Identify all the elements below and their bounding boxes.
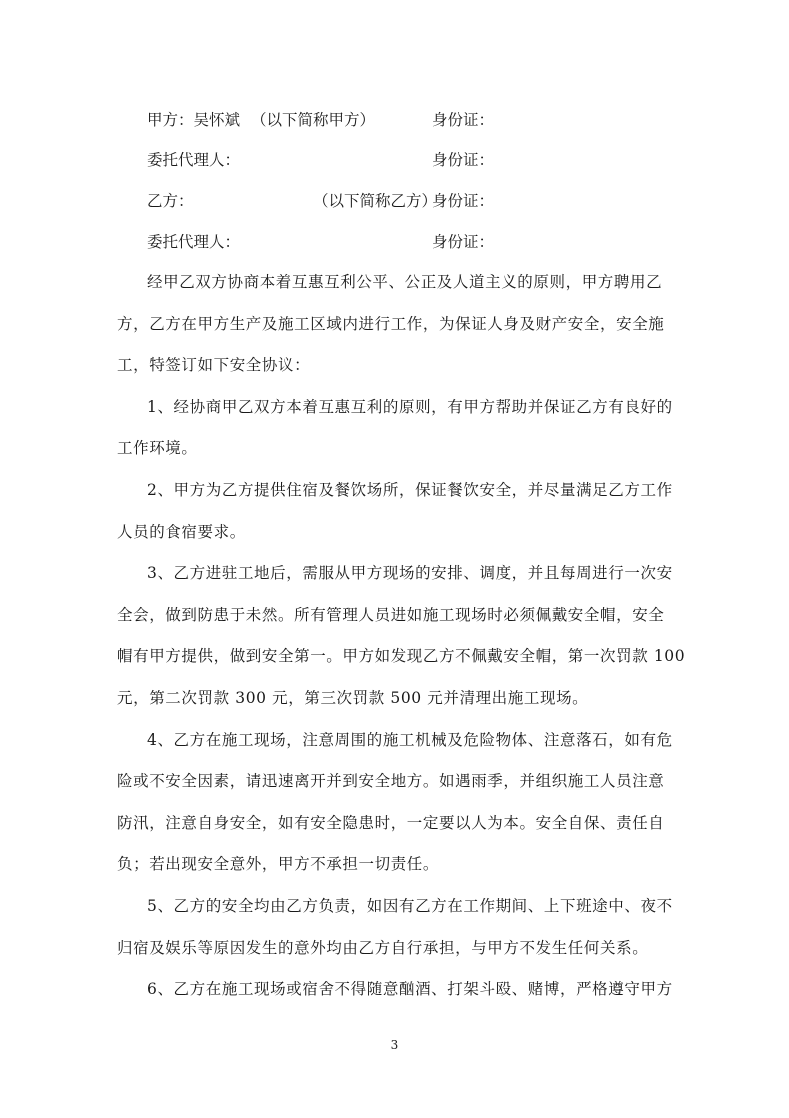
body-line: 1、经协商甲乙双方本着互惠互利的原则，有甲方帮助并保证乙方有良好的 <box>147 398 673 416</box>
body-line: 工作环境。 <box>117 439 198 457</box>
body-line: 人员的食宿要求。 <box>117 523 246 541</box>
party-a-id-label: 身份证： <box>432 111 495 129</box>
party-b-agent-label: 委托代理人： <box>147 233 241 251</box>
party-a-name: 甲方：吴怀斌 <box>147 111 241 129</box>
party-b-alias: （以下简称乙方） <box>313 192 438 210</box>
body-line: 元，第二次罚款 300 元，第三次罚款 500 元并清理出施工现场。 <box>117 689 589 707</box>
body-line: 险或不安全因素，请迅速离开并到安全地方。如遇雨季，并组织施工人员注意 <box>117 772 665 790</box>
body-line: 全会，做到防患于未然。所有管理人员进如施工现场时必须佩戴安全帽，安全 <box>117 606 665 624</box>
party-b-name: 乙方： <box>147 192 194 210</box>
body-line: 3、乙方进驻工地后，需服从甲方现场的安排、调度，并且每周进行一次安 <box>147 564 673 582</box>
body-line: 4、乙方在施工现场，注意周围的施工机械及危险物体、注意落石，如有危 <box>147 731 673 749</box>
body-line: 5、乙方的安全均由乙方负责，如因有乙方在工作期间、上下班途中、夜不 <box>147 897 673 915</box>
body-line: 方，乙方在甲方生产及施工区域内进行工作，为保证人身及财产安全，安全施 <box>117 315 665 333</box>
body-line: 帽有甲方提供，做到安全第一。甲方如发现乙方不佩戴安全帽，第一次罚款 100 <box>117 647 686 665</box>
body-line: 防汛，注意自身安全，如有安全隐患时，一定要以人为本。安全自保、责任自 <box>117 814 665 832</box>
page-number: 3 <box>390 1038 399 1052</box>
body-line: 归宿及娱乐等原因发生的意外均由乙方自行承担，与甲方不发生任何关系。 <box>117 939 649 957</box>
party-a-agent-id-label: 身份证： <box>432 151 495 169</box>
party-b-agent-id-label: 身份证： <box>432 233 495 251</box>
party-a-agent-label: 委托代理人： <box>147 151 241 169</box>
party-b-id-label: 身份证： <box>432 192 495 210</box>
body-line: 经甲乙双方协商本着互惠互利公平、公正及人道主义的原则，甲方聘用乙 <box>147 273 663 291</box>
body-line: 6、乙方在施工现场或宿舍不得随意酗酒、打架斗殴、赌博，严格遵守甲方 <box>147 980 673 998</box>
party-a-alias: （以下简称甲方） <box>251 111 376 129</box>
body-line: 2、甲方为乙方提供住宿及餐饮场所，保证餐饮安全，并尽量满足乙方工作 <box>147 481 673 499</box>
body-line: 负；若出现安全意外，甲方不承担一切责任。 <box>117 855 440 873</box>
body-line: 工，特签订如下安全协议： <box>117 356 311 374</box>
